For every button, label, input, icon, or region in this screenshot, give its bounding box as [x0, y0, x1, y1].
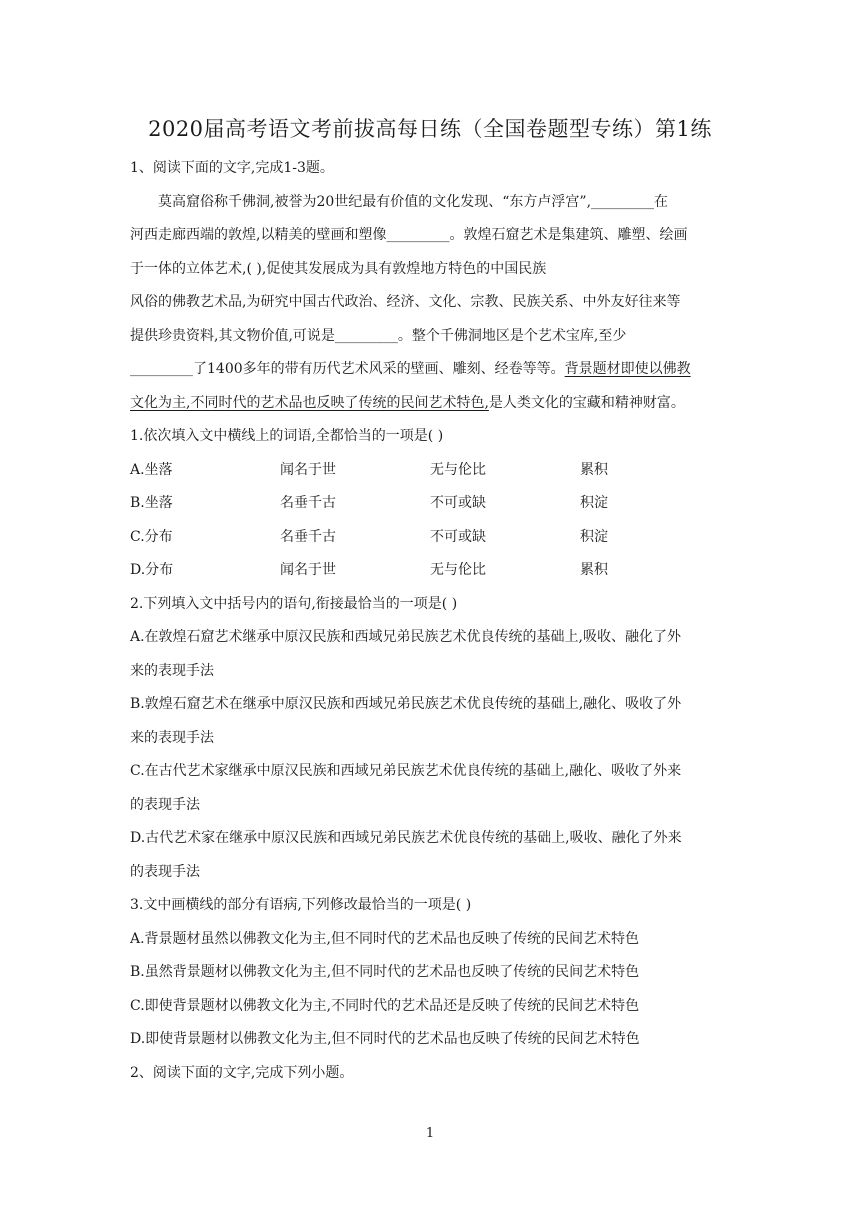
- underlined-sentence: 背景题材即使以佛教: [564, 361, 691, 377]
- option-d-cont: 的表现手法: [130, 863, 200, 880]
- option-word: 名垂千古: [280, 528, 336, 545]
- option-label: B.坐落: [130, 495, 173, 511]
- option-b: B.虽然背景题材以佛教文化为主,但不同时代的艺术品也反映了传统的民间艺术特色: [130, 964, 640, 980]
- page-title: 2020届高考语文考前拔高每日练（全国卷题型专练）第1练: [148, 117, 712, 141]
- passage-line: 于一体的立体艺术,( ),促使其发展成为具有敦煌地方特色的中国民族: [130, 260, 547, 277]
- option-word: 累积: [580, 562, 608, 578]
- underlined-sentence: 文化为主,不同时代的艺术品也反映了传统的民间艺术特色,: [130, 394, 489, 411]
- passage-text: 是人类文化的宝藏和精神财富。: [488, 394, 685, 411]
- question-3: [130, 889, 730, 1057]
- option-word: 无与伦比: [430, 461, 486, 478]
- section-2-heading: 2、阅读下面的文字,完成下列小题。: [130, 1064, 354, 1081]
- option-label: A.坐落: [130, 461, 173, 478]
- option-b-cont: 来的表现手法: [130, 729, 214, 746]
- option-c: C.即使背景题材以佛教文化为主,不同时代的艺术品还是反映了传统的民间艺术特色: [130, 997, 640, 1014]
- option-a-cont: 来的表现手法: [130, 662, 214, 679]
- option-c: C.在古代艺术家继承中原汉民族和西域兄弟民族艺术优良传统的基础上,融化、吸收了外来: [130, 763, 682, 779]
- option-a: [130, 454, 730, 488]
- option-word: 不可或缺: [430, 528, 486, 545]
- option-a: A.背景题材虽然以佛教文化为主,但不同时代的艺术品也反映了传统的民间艺术特色: [130, 930, 640, 947]
- option-a: A.在敦煌石窟艺术继承中原汉民族和西域兄弟民族艺术优良传统的基础上,吸收、融化了外: [130, 629, 682, 645]
- question-stem: 3.文中画横线的部分有语病,下列修改最恰当的一项是( ): [130, 897, 472, 913]
- option-word: 名垂千古: [280, 495, 336, 511]
- passage-text: _________了1400多年的带有历代艺术风采的壁画、雕刻、经卷等等。: [130, 361, 565, 377]
- reading-passage: [130, 186, 730, 421]
- option-c-cont: 的表现手法: [130, 796, 200, 813]
- option-word: 累积: [580, 461, 608, 478]
- question-stem: 2.下列填入文中括号内的语句,衔接最恰当的一项是( ): [130, 595, 458, 612]
- option-d: [130, 554, 730, 588]
- question-2: [130, 588, 730, 890]
- passage-line: 提供珍贵资料,其文物价值,可说是_________。整个千佛洞地区是个艺术宝库,至少: [130, 327, 627, 344]
- passage-line: [130, 353, 730, 387]
- passage-line: 莫高窟俗称千佛洞,被誉为20世纪最有价值的文化发现、“东方卢浮宫”,_________在: [158, 193, 669, 210]
- option-label: C.分布: [130, 528, 173, 545]
- question-1: [130, 420, 730, 588]
- option-b: [130, 487, 730, 521]
- option-word: 无与伦比: [430, 562, 486, 578]
- option-word: 闻名于世: [280, 562, 336, 578]
- document-body: [130, 152, 730, 1090]
- option-word: 闻名于世: [280, 461, 336, 478]
- option-d: D.即使背景题材以佛教文化为主,但不同时代的艺术品也反映了传统的民间艺术特色: [130, 1031, 640, 1047]
- option-b: B.敦煌石窟艺术在继承中原汉民族和西域兄弟民族艺术优良传统的基础上,融化、吸收了外: [130, 696, 682, 712]
- section-1-heading: 1、阅读下面的文字,完成1-3题。: [130, 160, 334, 176]
- option-word: 积淀: [580, 528, 608, 545]
- option-c: [130, 521, 730, 555]
- question-stem: 1.依次填入文中横线上的词语,全都恰当的一项是( ): [130, 428, 444, 444]
- option-d: D.古代艺术家在继承中原汉民族和西域兄弟民族艺术优良传统的基础上,吸收、融化了外来: [130, 830, 682, 846]
- passage-line: 风俗的佛教艺术品,为研究中国古代政治、经济、文化、宗教、民族关系、中外友好往来等: [130, 294, 681, 310]
- option-word: 不可或缺: [430, 495, 486, 511]
- passage-line: [130, 387, 730, 421]
- passage-line: 河西走廊西端的敦煌,以精美的壁画和塑像_________。敦煌石窟艺术是集建筑、雕塑、绘画: [130, 227, 688, 243]
- option-word: 积淀: [580, 495, 608, 511]
- option-label: D.分布: [130, 562, 174, 578]
- page-number: 1: [425, 1126, 435, 1141]
